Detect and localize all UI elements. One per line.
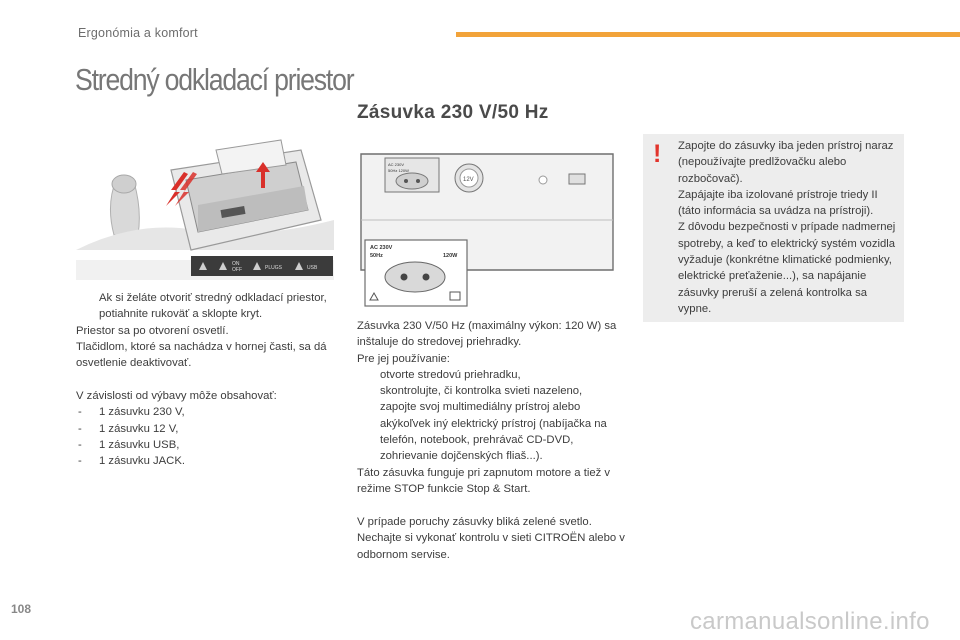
- svg-text:OFF: OFF: [232, 267, 242, 273]
- use-intro: Pre jej používanie:: [357, 352, 450, 365]
- svg-text:50Hz 120W: 50Hz 120W: [388, 168, 409, 173]
- open-instruction: Ak si želáte otvoriť stredný odkladací priestor, potiahnite rukoväť a sklopte kryt.: [99, 292, 327, 321]
- header-accent-rule: [456, 32, 960, 37]
- svg-text:PLUGS: PLUGS: [265, 265, 282, 271]
- warning-text-3: Z dôvodu bezpečnosti v prípade nadmernej spotreby, a keď to elektrický systém vozidla vyžaduje (konkrétne klimatické podmienky, elektrické preťaženie...), sa napájanie zásuvky preruší a zelená kontrolka sa vypne.: [678, 221, 896, 315]
- equipment-item: - 1 zásuvku USB,: [78, 438, 180, 451]
- warning-exclamation-icon: !: [653, 140, 662, 168]
- warning-text: [678, 138, 900, 317]
- usage-step: zapojte svoj multimediálny prístroj alebo akýkoľvek iný elektrický prístroj (nabíjačka na telefón, notebook, prehrávač CD-DVD, zohrievanie dojčenských fliaš...).: [380, 401, 607, 463]
- svg-text:USB: USB: [307, 265, 318, 271]
- fault-text: V prípade poruchy zásuvky bliká zelené svetlo. Nechajte si vykonať kontrolu v sieti CITROËN alebo v odbornom servise.: [357, 516, 625, 561]
- equipment-item: - 1 zásuvku JACK.: [78, 455, 186, 468]
- label-watt: 120W: [443, 253, 458, 259]
- socket-230v-illustration: [357, 150, 617, 310]
- svg-text:ON: ON: [232, 261, 240, 267]
- column-1-intro: [76, 290, 344, 371]
- equipment-intro: V závislosti od výbavy môže obsahovať:: [76, 390, 277, 402]
- subtitle: Zásuvka 230 V/50 Hz: [357, 102, 549, 123]
- section-header: Ergonómia a komfort: [78, 26, 198, 40]
- warning-text-1: Zapojte do zásuvky iba jeden prístroj naraz (nepoužívajte predlžovačku alebo rozbočovač).: [678, 140, 894, 185]
- operation-text: Táto zásuvka funguje pri zapnutom motore a tiež v režime STOP funkcie Stop & Start.: [357, 466, 611, 495]
- column-2-usage: [357, 318, 627, 497]
- warning-text-2: Zapájajte iba izolované prístroje triedy II (táto informácia sa uvádza na prístroji).: [678, 188, 878, 218]
- socket-intro: Zásuvka 230 V/50 Hz (maximálny výkon: 120 W) sa inštaluje do stredovej priehradky.: [357, 320, 617, 349]
- label-hz: 50Hz: [370, 253, 383, 259]
- light-off-text: Tlačidlom, ktoré sa nachádza v hornej časti, sa dá osvetlenie deaktivovať.: [76, 340, 327, 370]
- svg-text:AC 230V: AC 230V: [388, 162, 405, 167]
- watermark: carmanualsonline.info: [690, 608, 930, 635]
- storage-compartment-illustration: [76, 110, 334, 280]
- switch-panel-strip: [191, 256, 333, 276]
- column-2-fault: [357, 514, 627, 563]
- usage-step: otvorte stredovú priehradku,: [380, 368, 521, 381]
- equipment-item: - 1 zásuvku 230 V,: [78, 406, 185, 419]
- page-title: Stredný odkladací priestor: [75, 62, 354, 97]
- usage-step: skontrolujte, či kontrolka svieti nazeleno,: [380, 385, 583, 398]
- page-number: 108: [11, 602, 32, 616]
- label-ac: AC 230V: [370, 245, 393, 251]
- warning-box: [643, 134, 904, 322]
- light-on-text: Priestor sa po otvorení osvetlí.: [76, 324, 229, 337]
- column-1-equipment: [76, 388, 344, 469]
- svg-text:12V: 12V: [463, 177, 474, 183]
- equipment-item: - 1 zásuvku 12 V,: [78, 422, 179, 435]
